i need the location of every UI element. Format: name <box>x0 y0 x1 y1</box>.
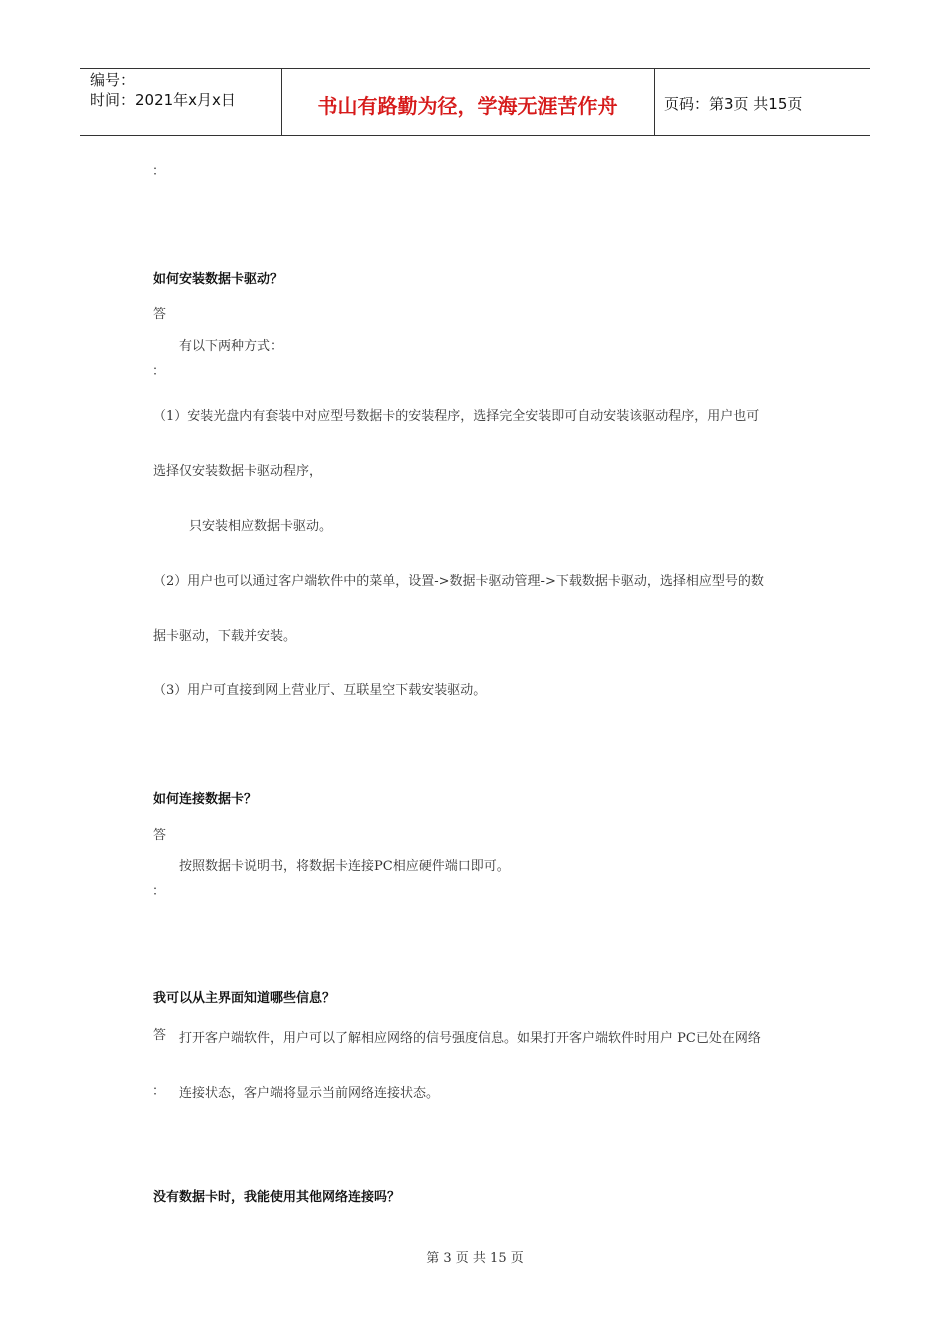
answer-mark: 答 <box>153 828 167 843</box>
question-install-driver: 如何安装数据卡驱动？ <box>153 272 284 287</box>
header-bottom-rule <box>80 135 870 136</box>
colon-mark: ： <box>152 364 166 379</box>
paragraph-1b: 选择仅安装数据卡驱动程序， <box>153 464 323 479</box>
colon-mark: ： <box>152 1084 166 1099</box>
question-other-network: 没有数据卡时，我能使用其他网络连接吗？ <box>153 1190 401 1205</box>
header-time: 时间：2021年x月x日 <box>90 91 236 109</box>
answer-intro: 有以下两种方式： <box>179 339 284 354</box>
answer-text: 按照数据卡说明书，将数据卡连接PC相应硬件端口即可。 <box>179 859 510 874</box>
header-meta <box>90 70 236 110</box>
answer-line-2: 连接状态，客户端将显示当前网络连接状态。 <box>179 1086 440 1101</box>
paragraph-3: （3）用户可直接到网上营业厅、互联星空下载安装驱动。 <box>153 683 487 698</box>
header-top-rule <box>80 68 870 69</box>
colon-mark: ： <box>152 884 166 899</box>
answer-mark: 答 <box>153 307 167 322</box>
paragraph-2b: 据卡驱动，下载并安装。 <box>153 629 297 644</box>
header-page: 页码：第3页 共15页 <box>664 95 803 113</box>
paragraph-1c: 只安装相应数据卡驱动。 <box>189 519 333 534</box>
question-connect-card: 如何连接数据卡？ <box>153 792 258 807</box>
page-footer: 第 3 页 共 15 页 <box>426 1251 524 1266</box>
paragraph-1a: （1）安装光盘内有套装中对应型号数据卡的安装程序，选择完全安装即可自动安装该驱动程序，用户也可 <box>153 409 760 424</box>
colon-mark: ： <box>152 164 166 179</box>
answer-mark: 答 <box>153 1028 167 1043</box>
paragraph-2a: （2）用户也可以通过客户端软件中的菜单，设置->数据卡驱动管理->下载数据卡驱动，选择相应型号的数 <box>153 574 764 589</box>
question-main-info: 我可以从主界面知道哪些信息？ <box>153 991 336 1006</box>
answer-line-1: 打开客户端软件，用户可以了解相应网络的信号强度信息。如果打开客户端软件时用户 PC已处在网络 <box>179 1031 761 1046</box>
header-motto: 书山有路勤为径，学海无涯苦作舟 <box>317 94 618 118</box>
header-number: 编号： <box>90 71 136 89</box>
header-divider-right <box>654 68 655 135</box>
